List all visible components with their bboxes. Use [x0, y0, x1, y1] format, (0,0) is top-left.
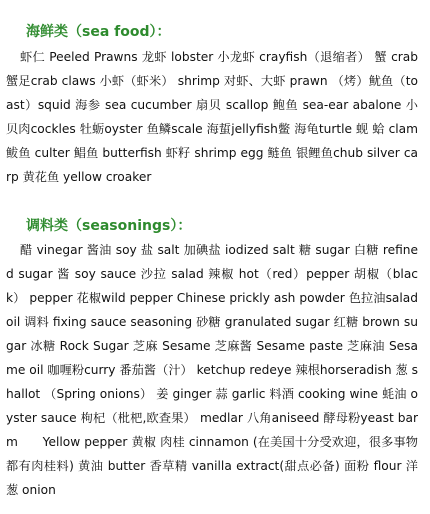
seafood-vocabulary-text: 虾仁 Peeled Prawns 龙虾 lobster 小龙虾 crayfish（退缩者） 蟹 crab 蟹足crab claws 小虾（虾米） shrimp 对虾、大虾 prawn （烤）鱿鱼（toast）squid 海参 sea cucumber 扇贝 scallop 鲍鱼 sea-ear abalone 小贝肉cockles 牡蛎oyster 鱼鳞scale 海蜇jellyfish鳖 海龟turtle 蚬 蛤 clam 鲅鱼 culter 鲳鱼 butterfish 虾籽 shrimp egg 鲢鱼 银鲤鱼chub silver carp 黄花鱼 yellow croaker	[6, 50, 418, 184]
seasoning-vocabulary-text: 醋 vinegar 酱油 soy 盐 salt 加碘盐 iodized salt 糖 sugar 白糖 refined sugar 酱 soy sauce 沙拉 salad 辣椒 hot（red）pepper 胡椒（black） pepper 花椒wild pepper Chinese prickly ash powder 色拉油salad oil 调料 fixing sauce seasoning 砂糖 granulated sugar 红糖 brown sugar 冰糖 Rock Sugar 芝麻 Sesame 芝麻酱 Sesame paste 芝麻油 Sesame oil 咖喱粉curry 番茄酱（汁） ketchup redeye 辣根horseradish 葱 shallot （Spring onions） 姜 ginger 蒜 garlic 料酒 cooking wine 蚝油 oyster sauce 枸杞（枇杷,欧查果） medlar 八角aniseed 酵母粉yeast barm Yellow pepper 黄椒 肉桂 cinnamon (在美国十分受欢迎，很多事物都有肉桂料) 黄油 butter 香草精 vanilla extract(甜点必备) 面粉 flour 洋葱 onion	[6, 243, 418, 497]
seafood-heading: 海鲜类（sea food）：	[26, 24, 171, 40]
seasoning-heading: 调料类（seasonings）：	[26, 218, 192, 234]
